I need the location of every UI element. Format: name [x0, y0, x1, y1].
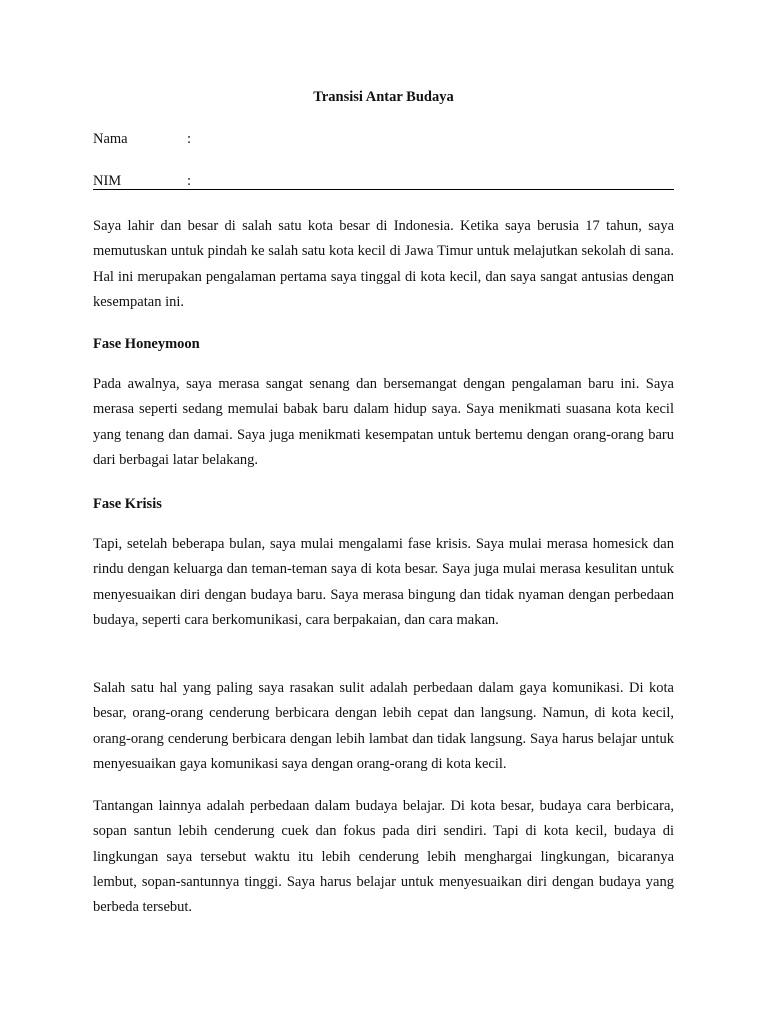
header-divider — [93, 189, 674, 190]
honeymoon-paragraph: Pada awalnya, saya merasa sangat senang dan bersemangat dengan pengalaman baru ini. Saya merasa seperti sedang memulai babak baru dalam hidup saya. Saya menikmati suasana kota kecil yang tenang dan damai. Saya juga menikmati kesempatan untuk bertemu dengan orang-orang baru dari berbagai latar belakang. — [93, 376, 674, 468]
nama-colon: : — [187, 131, 192, 147]
nama-label: Nama — [93, 131, 128, 147]
krisis-paragraph-3: Tantangan lainnya adalah perbedaan dalam budaya belajar. Di kota besar, budaya cara berbicara, sopan santun lebih cenderung cuek dan fokus pada diri sendiri. Tapi di kota kecil, budaya di lingkungan saya tersebut waktu itu lebih cenderung lebih menghargai lingkungan, bicaranya lembut, sopan-santunnya tinggi. Saya harus belajar untuk menyesuaikan diri dengan budaya yang berbeda tersebut. — [93, 798, 674, 916]
krisis-paragraph-2: Salah satu hal yang paling saya rasakan sulit adalah perbedaan dalam gaya komunikasi. Di kota besar, orang-orang cenderung berbicara dengan lebih cepat dan langsung. Namun, di kota kecil, orang-orang cenderung berbicara dengan lebih lambat dan tidak langsung. Saya harus belajar untuk menyesuaikan gaya komunikasi saya dengan orang-orang di kota kecil. — [93, 680, 674, 772]
nim-label: NIM — [93, 173, 122, 189]
krisis-paragraph-1: Tapi, setelah beberapa bulan, saya mulai mengalami fase krisis. Saya mulai merasa homesick dan rindu dengan keluarga dan teman-teman saya di kota besar. Saya juga mulai merasa kesulitan untuk menyesuaikan diri dengan budaya baru. Saya merasa bingung dan tidak nyaman dengan perbedaan budaya, seperti cara berkomunikasi, cara berpakaian, dan cara makan. — [93, 536, 674, 628]
section-heading-krisis: Fase Krisis — [93, 496, 162, 512]
nama-field — [93, 130, 674, 148]
section-heading-honeymoon: Fase Honeymoon — [93, 336, 200, 352]
document-title: Transisi Antar Budaya — [313, 89, 454, 105]
intro-paragraph: Saya lahir dan besar di salah satu kota besar di Indonesia. Ketika saya berusia 17 tahun, saya memutuskan untuk pindah ke salah satu kota kecil di Jawa Timur untuk melajutkan sekolah di sana. Hal ini merupakan pengalaman pertama saya tinggal di kota kecil, dan saya sangat antusias dengan kesempatan ini. — [93, 218, 674, 310]
nim-colon: : — [187, 173, 192, 189]
nim-field — [93, 172, 674, 190]
